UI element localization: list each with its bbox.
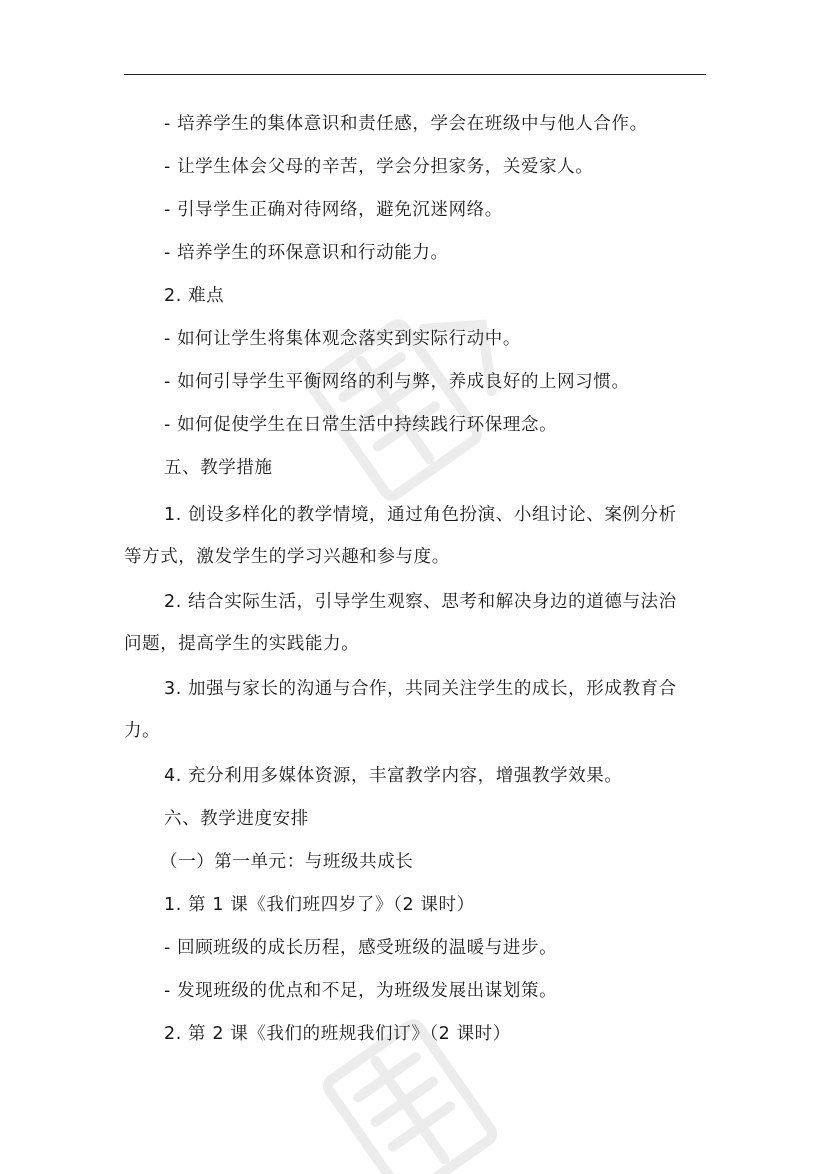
list-item: - 如何让学生将集体观念落实到实际行动中。 xyxy=(164,329,521,349)
section-heading: 六、教学进度安排 xyxy=(164,809,309,829)
list-item: - 引导学生正确对待网络，避免沉迷网络。 xyxy=(164,200,503,220)
paragraph: 3. 加强与家长的沟通与合作，共同关注学生的成长，形成教育合 xyxy=(164,679,677,699)
list-item: - 发现班级的优点和不足，为班级发展出谋划策。 xyxy=(164,981,558,1001)
list-item: - 培养学生的环保意识和行动能力。 xyxy=(164,243,449,263)
paragraph: 4. 充分利用多媒体资源，丰富教学内容，增强教学效果。 xyxy=(164,766,623,786)
lesson-heading: 2. 第 2 课《我们的班规我们订》（2 课时） xyxy=(164,1024,511,1044)
list-item: - 回顾班级的成长历程，感受班级的温暖与进步。 xyxy=(164,938,558,958)
lesson-heading: 1. 第 1 课《我们班四岁了》（2 课时） xyxy=(164,895,475,915)
section-heading: 五、教学措施 xyxy=(164,458,273,478)
paragraph: 2. 结合实际生活，引导学生观察、思考和解决身边的道德与法治 xyxy=(164,592,677,612)
list-item: - 培养学生的集体意识和责任感，学会在班级中与他人合作。 xyxy=(164,114,648,134)
subheading: 2. 难点 xyxy=(164,286,225,306)
list-item: - 让学生体会父母的辛苦，学会分担家务，关爱家人。 xyxy=(164,157,594,177)
unit-heading: （一）第一单元：与班级共成长 xyxy=(160,852,414,872)
paragraph-continuation: 问题，提高学生的实践能力。 xyxy=(124,634,360,654)
paragraph-continuation: 力。 xyxy=(124,721,161,741)
header-rule xyxy=(124,74,706,75)
list-item: - 如何引导学生平衡网络的利与弊，养成良好的上网习惯。 xyxy=(164,372,630,392)
paragraph: 1. 创设多样化的教学情境，通过角色扮演、小组讨论、案例分析 xyxy=(164,505,677,525)
list-item: - 如何促使学生在日常生活中持续践行环保理念。 xyxy=(164,415,558,435)
paragraph-continuation: 等方式，激发学生的学习兴趣和参与度。 xyxy=(124,547,450,567)
